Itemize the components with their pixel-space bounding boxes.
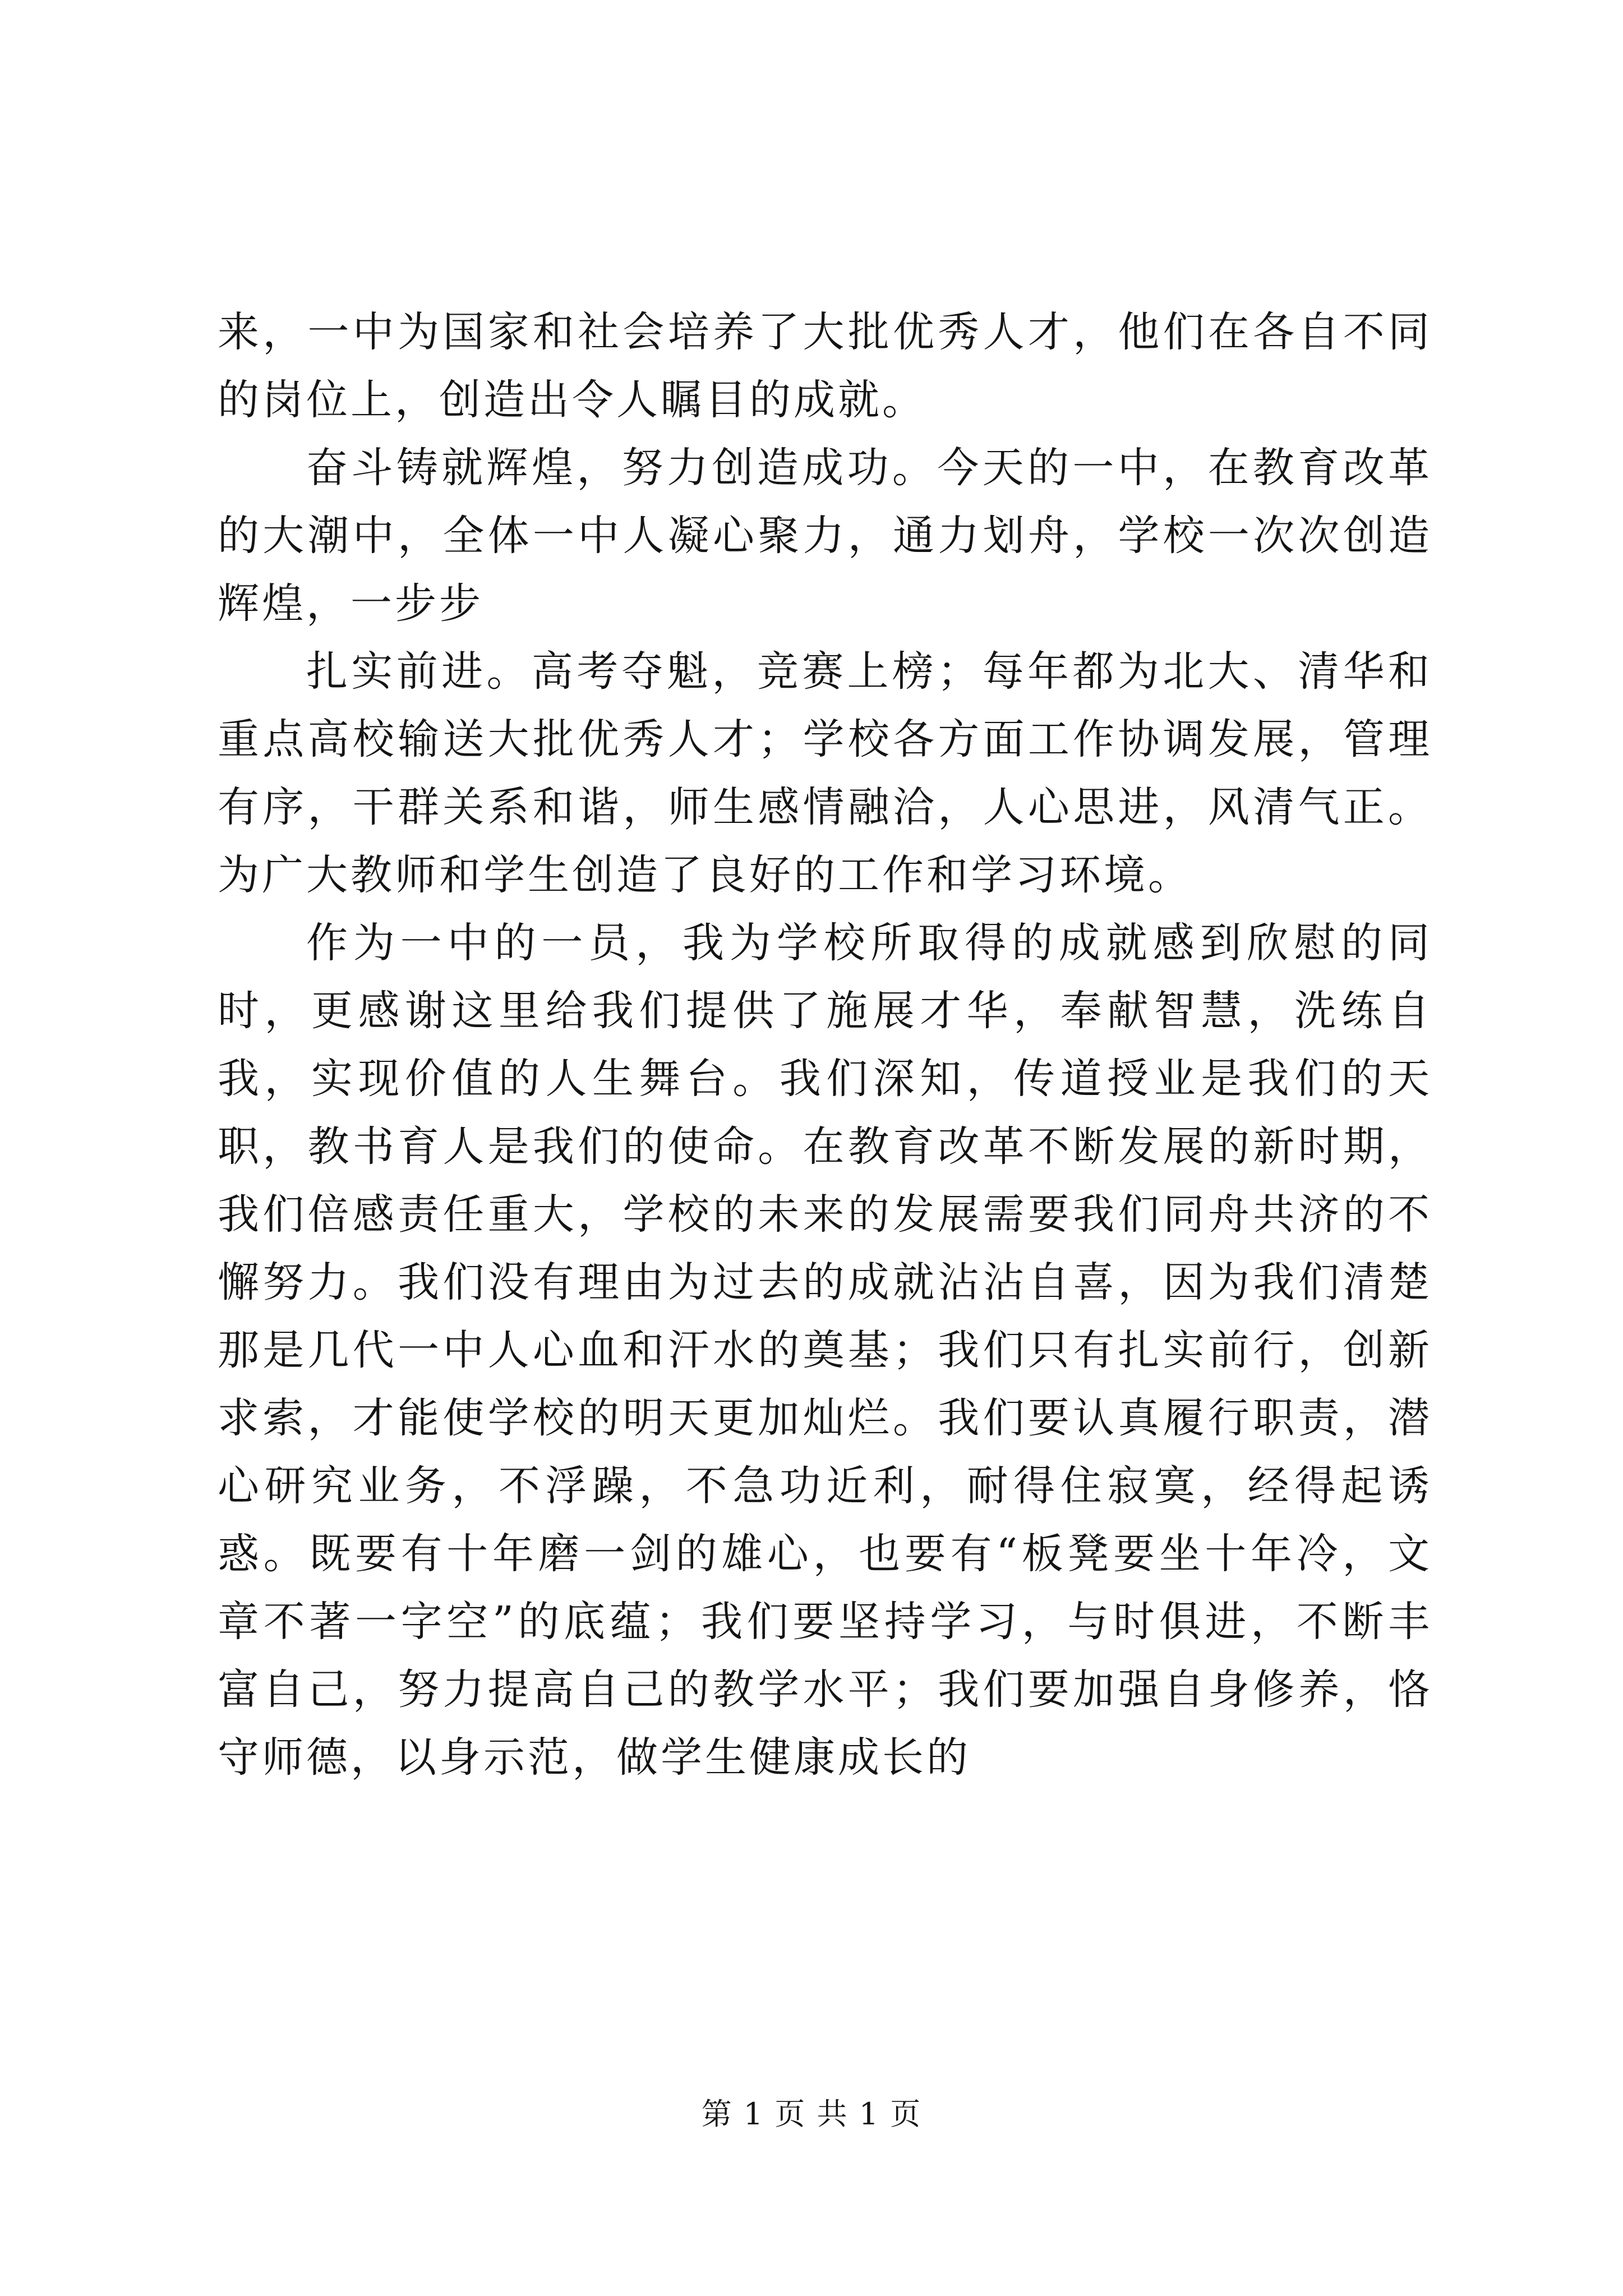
- paragraph-2: 奋斗铸就辉煌，努力创造成功。今天的一中，在教育改革的大潮中，全体一中人凝心聚力，通力划舟，学校一次次创造辉煌，一步步: [218, 444, 1432, 628]
- paragraph-1: 来，一中为国家和社会培养了大批优秀人才，他们在各自不同的岗位上，创造出令人瞩目的成就。: [218, 308, 1432, 424]
- page-footer: 第 1 页 共 1 页: [701, 2096, 922, 2132]
- paragraph-3: 扎实前进。高考夺魁，竞赛上榜；每年都为北大、清华和重点高校输送大批优秀人才；学校各方面工作协调发展，管理有序，干群关系和谐，师生感情融洽，人心思进，风清气正。为广大教师和学生创造了良好的工作和学习环境。: [218, 647, 1432, 899]
- paragraph-4: 作为一中的一员，我为学校所取得的成就感到欣慰的同时，更感谢这里给我们提供了施展才华，奉献智慧，洗练自我，实现价值的人生舞台。我们深知，传道授业是我们的天职，教书育人是我们的使命。在教育改革不断发展的新时期，我们倍感责任重大，学校的未来的发展需要我们同舟共济的不懈努力。我们没有理由为过去的成就沾沾自喜，因为我们清楚那是几代一中人心血和汗水的奠基；我们只有扎实前行，创新求索，才能使学校的明天更加灿烂。我们要认真履行职责，潜心研究业务，不浮躁，不急功近利，耐得住寂寞，经得起诱惑。既要有十年磨一剑的雄心，也要有“板凳要坐十年冷，文章不著一字空”的底蕴；我们要坚持学习，与时俱进，不断丰富自己，努力提高自己的教学水平；我们要加强自身修养，恪守师德，以身示范，做学生健康成长的: [218, 919, 1432, 1782]
- document-body: [218, 298, 1432, 1792]
